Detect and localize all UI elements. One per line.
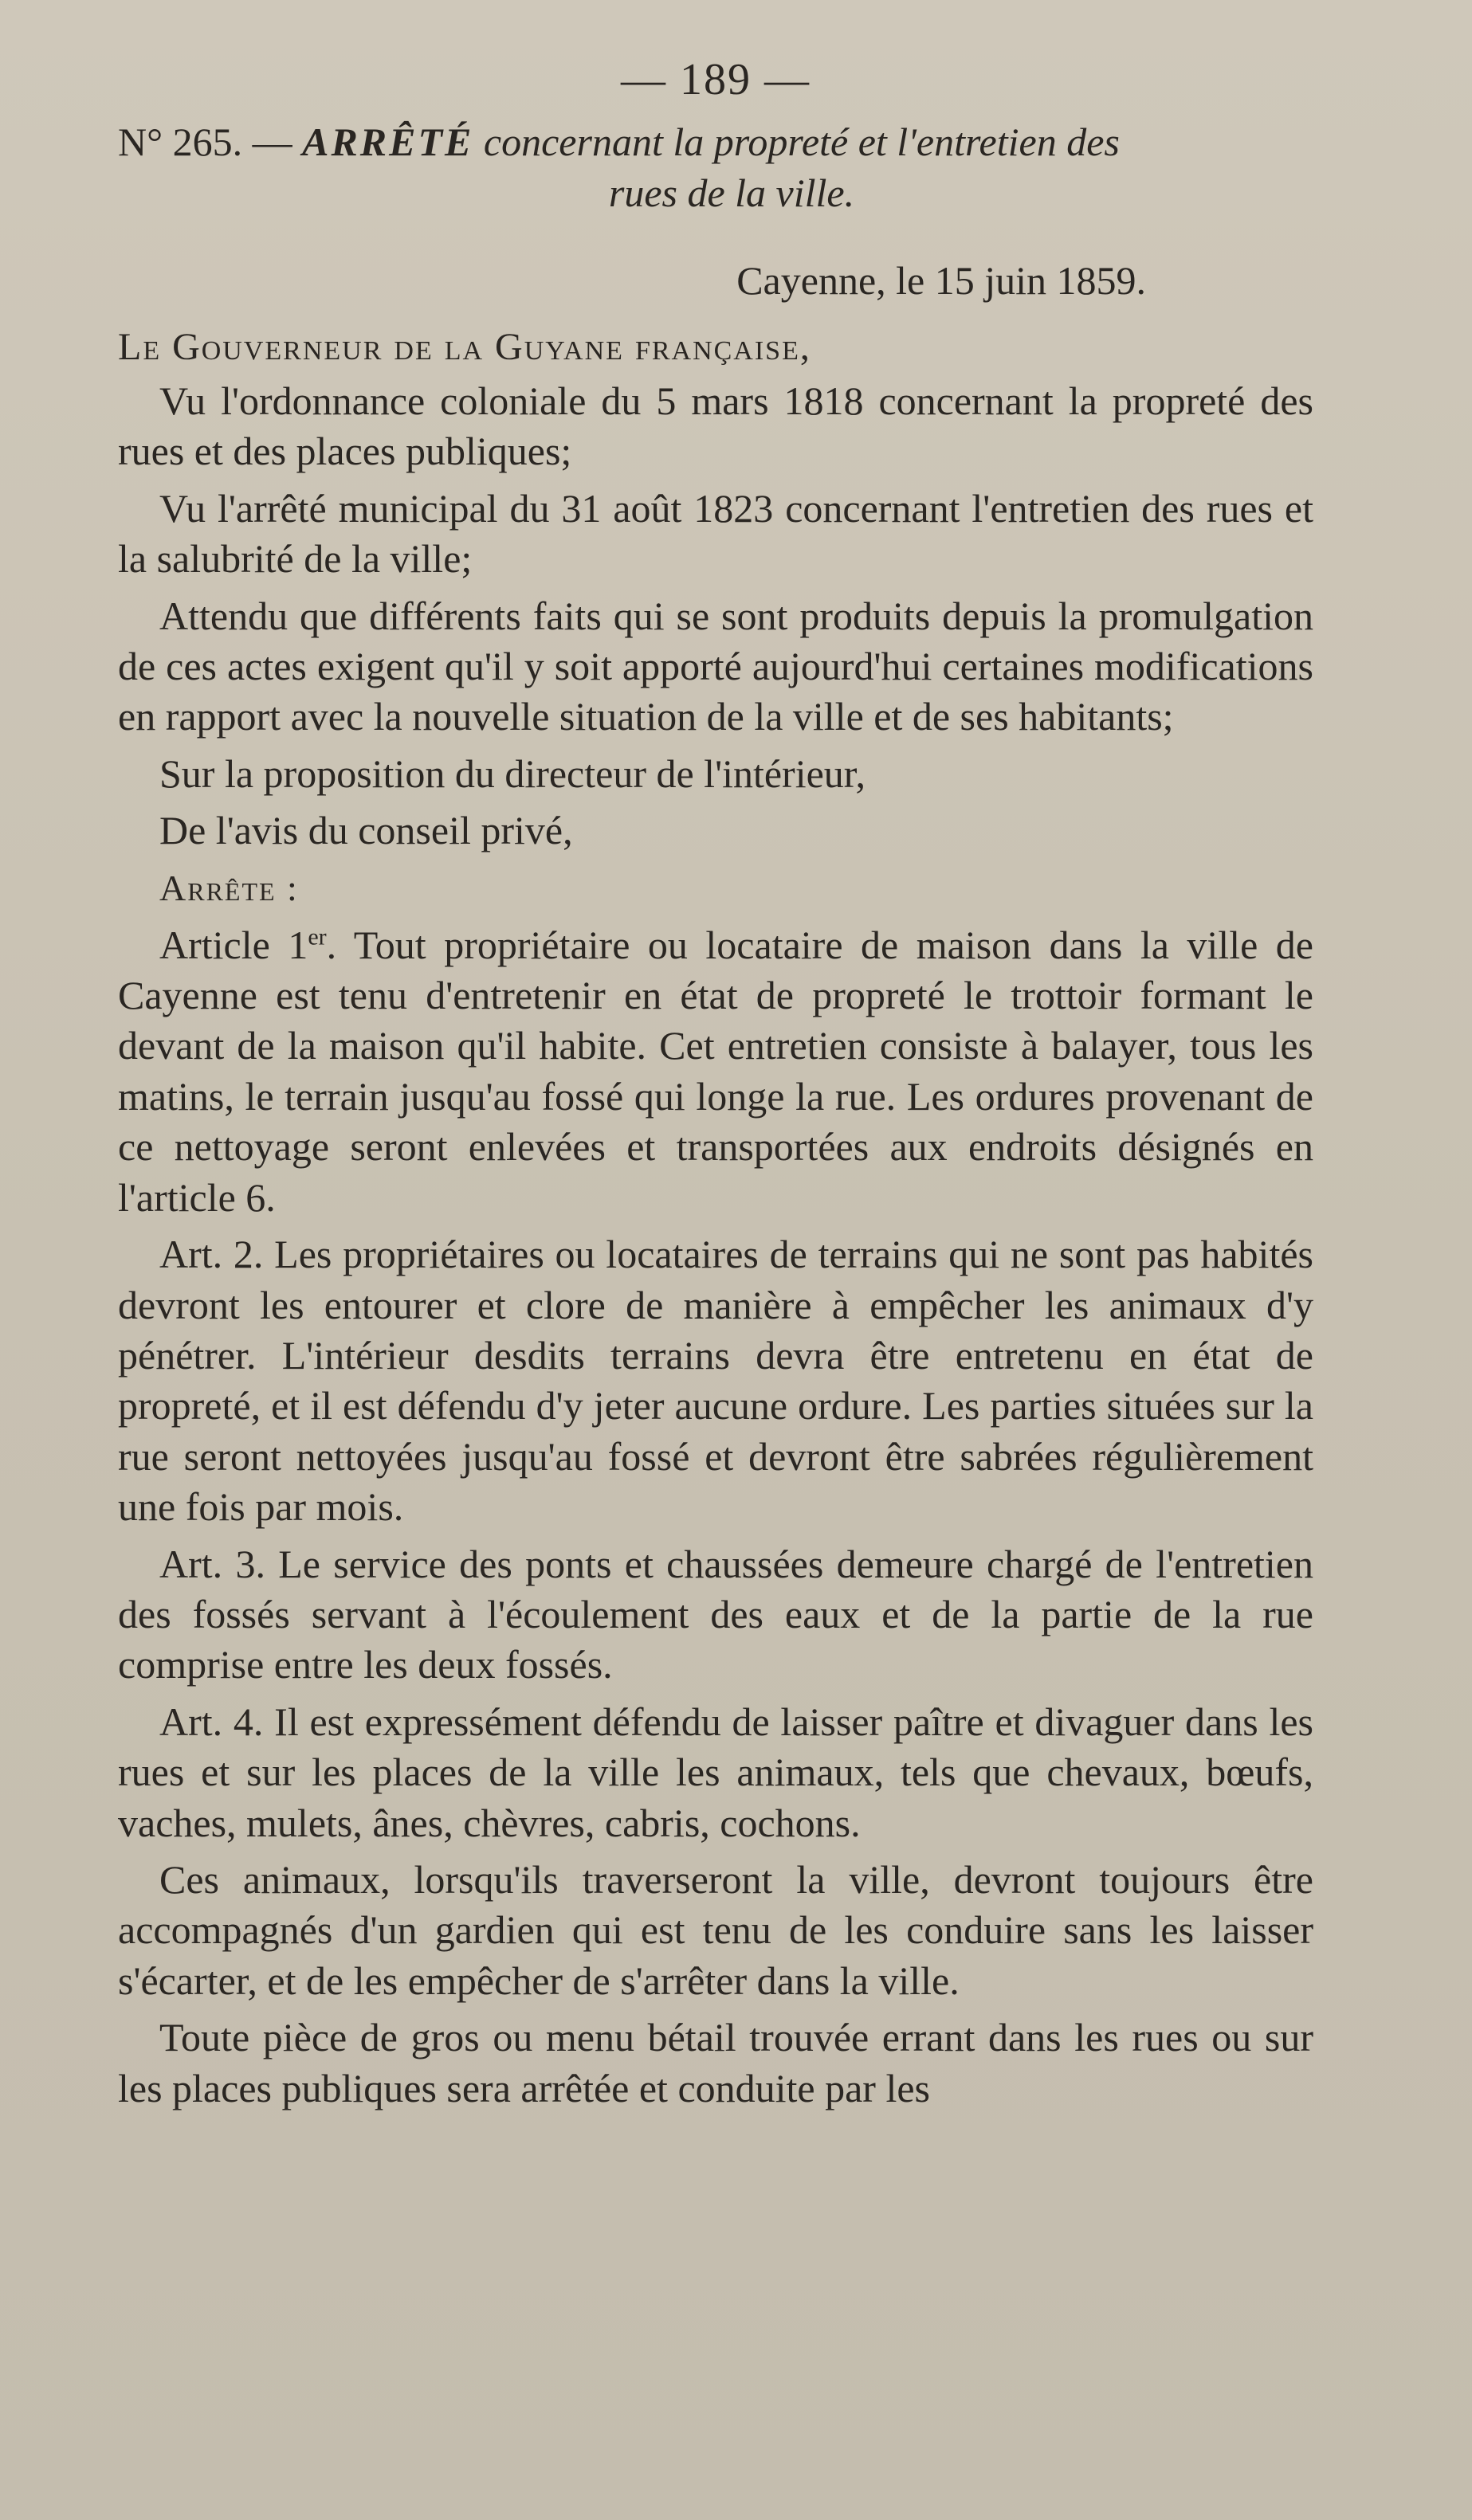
document-title	[118, 116, 1313, 167]
preamble-ordonnance: Vu l'ordonnance coloniale du 5 mars 1818 concernant la propreté des rues et des places publiques;	[118, 378, 1313, 474]
preamble-attendu: Attendu que différents faits qui se sont produits depuis la promulgation de ces actes exigent qu'il y soit apporté aujourd'hui certaines modifications en rapport avec la nouvelle situation de la ville et de ses habitants;	[118, 593, 1313, 739]
title-dash: —	[242, 120, 303, 164]
arrete-label: Arrête :	[159, 867, 299, 908]
preamble-arrete-municipal: Vu l'arrêté municipal du 31 août 1823 concernant l'entretien des rues et la salubrité de la ville;	[118, 485, 1313, 582]
preamble-avis: De l'avis du conseil privé,	[159, 808, 573, 853]
title-arrete: ARRÊTÉ	[302, 120, 474, 164]
article-1-superscript: er	[308, 923, 327, 950]
dateline: Cayenne, le 15 juin 1859.	[736, 258, 1146, 303]
article-4-animals-paragraph: Ces animaux, lorsqu'ils traverseront la ville, devront toujours être accompagnés d'un gardien qui est tenu de les conduire sans les laisser s'écarter, et de les empêcher de s'arrêter dans la ville.	[118, 1856, 1313, 2003]
article-4: Art. 4. Il est expressément défendu de laisser paître et divaguer dans les rues et sur les places de la ville les animaux, tels que chevaux, bœufs, vaches, mulets, ânes, chèvres, cabris, cochons.	[118, 1699, 1313, 1845]
article-1-prefix: Article 1	[159, 922, 308, 967]
article-1	[118, 920, 1313, 1223]
title-rest: concernant la propreté et l'entretien des	[473, 120, 1120, 164]
page-number: — 189 —	[621, 55, 811, 104]
article-2: Art. 2. Les propriétaires ou locataires de terrains qui ne sont pas habités devront les entourer et clore de manière à empêcher les animaux d'y pénétrer. L'intérieur desdits terrains devra être entretenu en état de propreté, et il est défendu d'y jeter aucune ordure. Les parties situées sur la rue seront nettoyées jusqu'au fossé et devront être sabrées régulièrement une fois par mois.	[118, 1232, 1313, 1530]
article-3: Art. 3. Le service des ponts et chaussées demeure chargé de l'entretien des fossés servant à l'écoulement des eaux et de la partie de la rue comprise entre les deux fossés.	[118, 1541, 1313, 1687]
document-title-second-line: rues de la ville.	[608, 170, 855, 215]
article-1-text: . Tout propriétaire ou locataire de maison dans la ville de Cayenne est tenu d'entretenir en état de propreté le trottoir formant le devant de la maison qu'il habite. Cet entretien consiste à balayer, tous les matins, le terrain jusqu'au fossé qui longe la rue. Les ordures provenant de ce nettoyage seront enlevées et transportées aux endroits désignés en l'article 6.	[118, 922, 1313, 1220]
text-block	[118, 48, 1313, 2120]
decree-number: N° 265.	[118, 120, 243, 164]
preamble-proposition: Sur la proposition du directeur de l'intérieur,	[159, 751, 866, 796]
article-4-livestock-paragraph: Toute pièce de gros ou menu bétail trouvée errant dans les rues ou sur les places publiques sera arrêtée et conduite par les	[118, 2015, 1313, 2110]
governor-heading: Le Gouverneur de la Guyane française,	[118, 326, 811, 368]
